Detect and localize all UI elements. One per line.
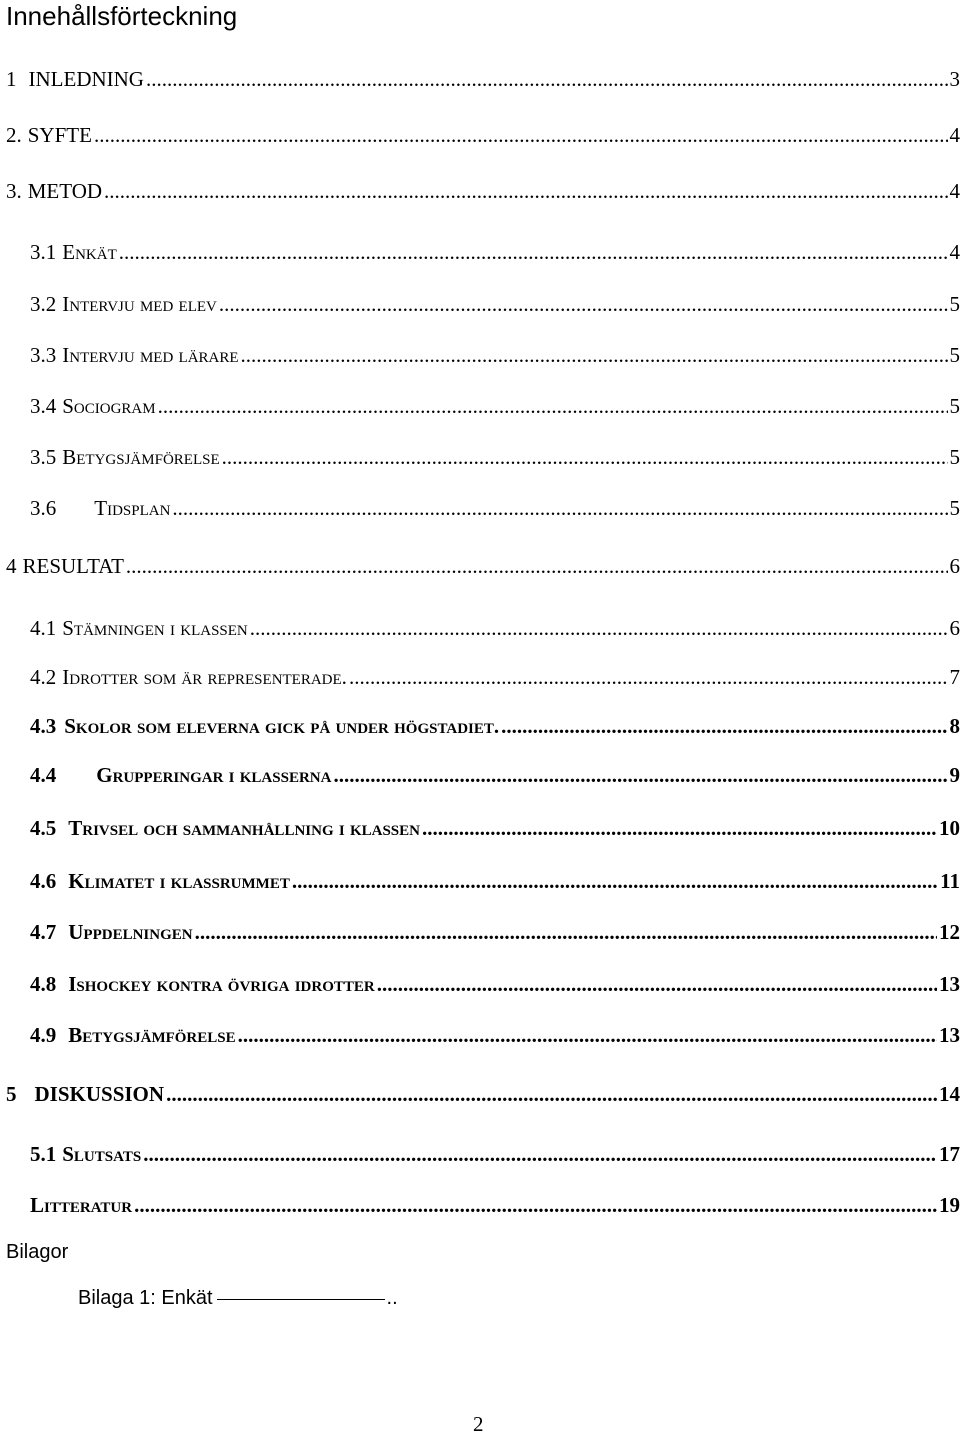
appendix-item[interactable] — [78, 1282, 956, 1314]
toc-entry-grupperingar[interactable] — [30, 759, 960, 791]
toc-entry-page: 5 — [949, 343, 960, 367]
toc-entry-enkat[interactable] — [30, 236, 960, 268]
toc-entry-number: 4.7 — [30, 920, 57, 944]
dot-leader — [219, 288, 948, 320]
toc-entry-title: Idrotter som är representerade. — [62, 665, 347, 689]
toc-entry-number: 4.2 — [30, 665, 57, 689]
toc-entry-page: 12 — [939, 920, 960, 944]
toc-entry-number: 3.5 — [30, 445, 57, 469]
toc-entry-title: Betygsjämförelse — [62, 445, 220, 469]
toc-entry-title: Litteratur — [30, 1193, 133, 1217]
toc-entry-title: Slutsats — [62, 1142, 142, 1166]
dot-leader — [333, 759, 947, 791]
toc-entry-resultat[interactable] — [6, 550, 960, 582]
toc-entry-title: Tidsplan — [94, 496, 171, 520]
toc-entry-number: 4.8 — [30, 972, 57, 996]
dot-leader — [292, 865, 938, 897]
toc-entry-page: 13 — [939, 972, 960, 996]
appendix-item-trail: .. — [386, 1287, 398, 1309]
toc-entry-title: SYFTE — [27, 123, 92, 147]
toc-entry-page: 5 — [949, 394, 960, 418]
page-number: 2 — [473, 1412, 484, 1436]
toc-entry-number: 3.3 — [30, 343, 57, 367]
dot-leader — [250, 612, 948, 644]
toc-entry-page: 4 — [949, 123, 960, 147]
toc-entry-title: INLEDNING — [28, 67, 144, 91]
toc-entry-page: 11 — [940, 869, 960, 893]
toc-entry-page: 4 — [949, 240, 960, 264]
toc-entry-title: Trivsel och sammanhållning i klassen — [68, 816, 420, 840]
toc-entry-uppdelningen[interactable] — [30, 916, 960, 948]
toc-entry-skolor[interactable] — [30, 710, 960, 742]
dot-leader — [143, 1138, 937, 1170]
toc-entry-page: 6 — [949, 616, 960, 640]
dot-leader — [134, 1189, 937, 1221]
toc-entry-page: 5 — [949, 445, 960, 469]
dot-leader — [195, 916, 937, 948]
toc-entry-page: 17 — [939, 1142, 960, 1166]
dot-leader — [94, 119, 948, 151]
toc-entry-title: Klimatet i klassrummet — [68, 869, 290, 893]
page-title: Innehållsförteckning — [6, 1, 238, 31]
toc-entry-intervju-elev[interactable] — [30, 288, 960, 320]
toc-entry-betygsjamforelse-metod[interactable] — [30, 441, 960, 473]
toc-entry-page: 19 — [939, 1193, 960, 1217]
toc-entry-number: 4 — [6, 554, 17, 578]
dot-leader — [158, 390, 948, 422]
toc-entry-ishockey[interactable] — [30, 968, 960, 1000]
toc-entry-title: Sociogram — [62, 394, 156, 418]
toc-entry-title: DISKUSSION — [34, 1082, 165, 1106]
toc-entry-title: Skolor som eleverna gick på under högstadiet. — [64, 714, 500, 738]
dot-leader — [501, 710, 947, 742]
toc-entry-trivsel[interactable] — [30, 812, 960, 844]
toc-entry-number: 3.1 — [30, 240, 57, 264]
toc-entry-title: Intervju med elev — [62, 292, 217, 316]
toc-entry-page: 13 — [939, 1023, 960, 1047]
toc-entry-litteratur[interactable] — [30, 1189, 960, 1221]
toc-entry-number: 3.2 — [30, 292, 57, 316]
toc-entry-number: 4.4 — [30, 763, 57, 787]
appendix-rule — [217, 1299, 385, 1300]
toc-entry-page: 5 — [949, 292, 960, 316]
toc-entry-title: Grupperingar i klasserna — [96, 763, 332, 787]
dot-leader — [119, 236, 948, 268]
dot-leader — [422, 812, 937, 844]
dot-leader — [238, 1019, 937, 1051]
toc-entry-number: 3.4 — [30, 394, 57, 418]
toc-entry-title: Betygsjämförelse — [68, 1023, 236, 1047]
toc-entry-stamningen[interactable] — [30, 612, 960, 644]
toc-entry-number: 4.6 — [30, 869, 57, 893]
toc-entry-title: Ishockey kontra övriga idrotter — [68, 972, 375, 996]
toc-entry-klimatet[interactable] — [30, 865, 960, 897]
dot-leader — [222, 441, 948, 473]
toc-entry-title: RESULTAT — [22, 554, 124, 578]
toc-entry-title: Enkät — [62, 240, 117, 264]
toc-entry-intervju-larare[interactable] — [30, 339, 960, 371]
toc-entry-page: 14 — [939, 1082, 960, 1106]
toc-entry-tidsplan[interactable] — [30, 492, 960, 524]
dot-leader — [104, 175, 947, 207]
toc-entry-title: Intervju med lärare — [62, 343, 239, 367]
dot-leader — [241, 339, 948, 371]
toc-entry-page: 4 — [949, 179, 960, 203]
toc-entry-title: METOD — [27, 179, 103, 203]
toc-entry-title: Uppdelningen — [68, 920, 193, 944]
toc-entry-page: 3 — [949, 67, 960, 91]
toc-entry-number: 4.5 — [30, 816, 57, 840]
toc-entry-page: 6 — [949, 554, 960, 578]
dot-leader — [172, 492, 947, 524]
toc-entry-diskussion[interactable] — [6, 1078, 960, 1110]
toc-entry-page: 5 — [949, 496, 960, 520]
appendix-item-label: Bilaga 1: Enkät — [78, 1287, 213, 1309]
toc-entry-page: 10 — [939, 816, 960, 840]
toc-entry-page: 8 — [949, 714, 960, 738]
toc-entry-number: 5 — [6, 1082, 17, 1106]
dot-leader — [146, 63, 948, 95]
toc-entry-idrotter[interactable] — [30, 661, 960, 693]
toc-entry-inledning[interactable] — [6, 63, 960, 95]
toc-entry-number: 5.1 — [30, 1142, 57, 1166]
toc-entry-number: 2. — [6, 123, 22, 147]
toc-entry-page: 7 — [949, 665, 960, 689]
toc-entry-syfte[interactable] — [6, 119, 960, 151]
toc-entry-number: 4.3 — [30, 714, 57, 738]
toc-entry-betygsjamforelse-resultat[interactable] — [30, 1019, 960, 1051]
toc-entry-number: 4.1 — [30, 616, 57, 640]
dot-leader — [377, 968, 937, 1000]
toc-entry-sociogram[interactable] — [30, 390, 960, 422]
dot-leader — [166, 1078, 937, 1110]
toc-entry-metod[interactable] — [6, 175, 960, 207]
dot-leader — [349, 661, 948, 693]
toc-entry-slutsats[interactable] — [30, 1138, 960, 1170]
toc-entry-number: 3. — [6, 179, 22, 203]
toc-entry-page: 9 — [949, 763, 960, 787]
toc-entry-number: 1 — [6, 67, 17, 91]
toc-entry-number: 4.9 — [30, 1023, 57, 1047]
toc-entry-number: 3.6 — [30, 496, 57, 520]
appendix-heading: Bilagor — [6, 1241, 69, 1263]
toc-entry-title: Stämningen i klassen — [62, 616, 248, 640]
dot-leader — [126, 550, 948, 582]
